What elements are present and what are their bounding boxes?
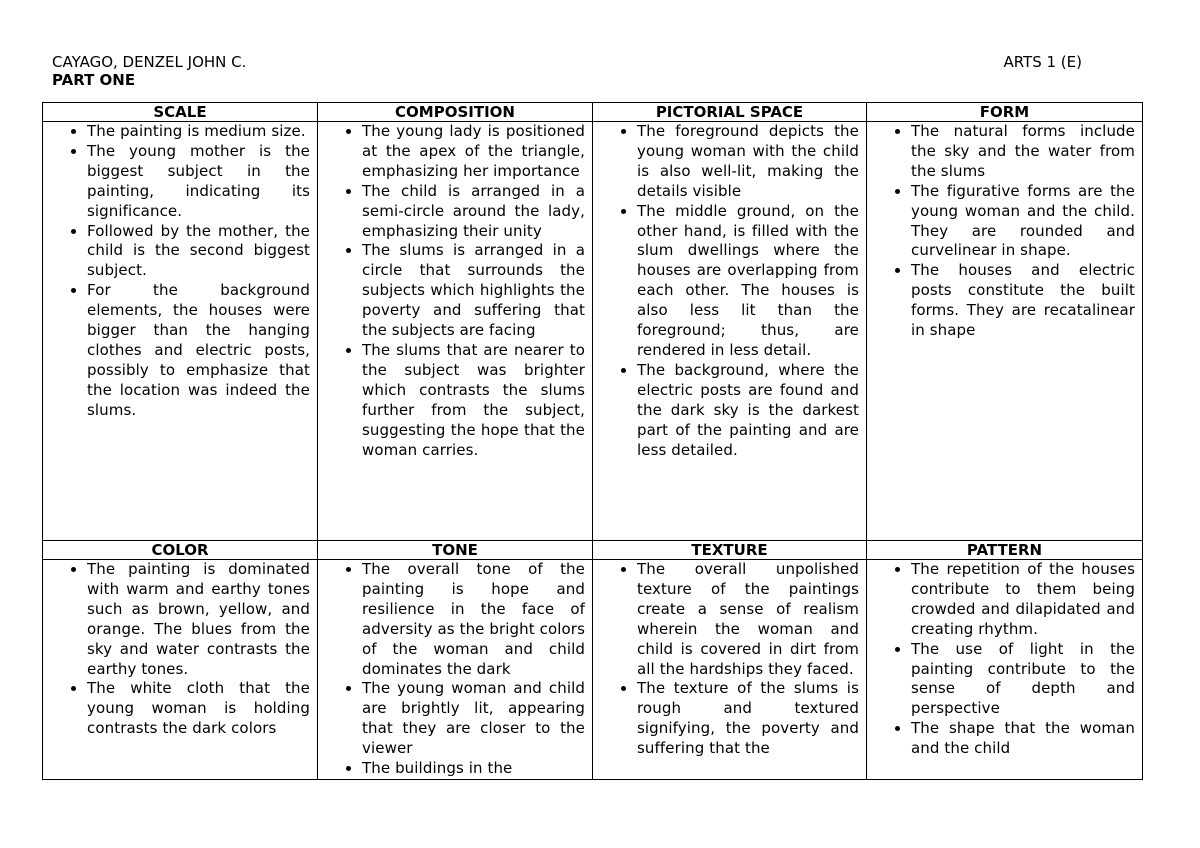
- list-item: • The overall tone of the painting is hope and resilience in the face of adversity as the bright colors of the woman and child dominates the dark: [362, 560, 585, 679]
- heading-pictorial-space: PICTORIAL SPACE: [593, 103, 867, 122]
- list-item: • The natural forms include the sky and the water from the slums: [911, 122, 1135, 182]
- list-item: • The use of light in the painting contribute to the sense of depth and perspective: [911, 640, 1135, 720]
- list-item: • The slums that are nearer to the subject was brighter which contrasts the slums further from the subject, suggesting the hope that the woman carries.: [362, 341, 585, 460]
- heading-row-1: [43, 103, 1143, 122]
- texture-points: [593, 560, 866, 759]
- heading-tone: TONE: [318, 541, 593, 560]
- heading-row-2: [43, 541, 1143, 560]
- list-item: • The painting is medium size.: [87, 122, 310, 142]
- list-item: • The shape that the woman and the child: [911, 719, 1135, 759]
- list-item: • The young woman and child are brightly lit, appearing that they are closer to the viewer: [362, 679, 585, 759]
- scale-points: [43, 122, 317, 421]
- cell-texture: [593, 560, 867, 780]
- pattern-points: [867, 560, 1142, 759]
- cell-pattern: [867, 560, 1143, 780]
- tone-points: [318, 560, 592, 779]
- cell-color: [43, 560, 318, 780]
- color-points: [43, 560, 317, 739]
- cell-scale: [43, 122, 318, 541]
- composition-points: [318, 122, 592, 460]
- content-row-1: [43, 122, 1143, 541]
- list-item: • The texture of the slums is rough and textured signifying, the poverty and suffering that the: [637, 679, 859, 759]
- heading-pattern: PATTERN: [867, 541, 1143, 560]
- list-item: • The repetition of the houses contribute to them being crowded and dilapidated and creating rhythm.: [911, 560, 1135, 640]
- list-item: • The buildings in the: [362, 759, 585, 779]
- list-item: • For the background elements, the houses were bigger than the hanging clothes and electric posts, possibly to emphasize that the location was indeed the slums.: [87, 281, 310, 420]
- list-item: • The overall unpolished texture of the paintings create a sense of realism wherein the woman and child is covered in dirt from all the hardships they faced.: [637, 560, 859, 679]
- list-item: • The young lady is positioned at the apex of the triangle, emphasizing her importance: [362, 122, 585, 182]
- heading-color: COLOR: [43, 541, 318, 560]
- course-code: ARTS 1 (E): [1003, 53, 1082, 71]
- heading-form: FORM: [867, 103, 1143, 122]
- content-row-2: [43, 560, 1143, 780]
- list-item: • The background, where the electric posts are found and the dark sky is the darkest part of the painting and are less detailed.: [637, 361, 859, 461]
- art-analysis-table: [42, 102, 1143, 780]
- list-item: • The child is arranged in a semi-circle around the lady, emphasizing their unity: [362, 182, 585, 242]
- cell-pictorial-space: [593, 122, 867, 541]
- list-item: • The foreground depicts the young woman with the child is also well-lit, making the details visible: [637, 122, 859, 202]
- list-item: • The white cloth that the young woman is holding contrasts the dark colors: [87, 679, 310, 739]
- cell-tone: [318, 560, 593, 780]
- list-item: • The middle ground, on the other hand, is filled with the slum dwellings where the houses are overlapping from each other. The houses is also less lit than the foreground; thus, are rendered in less detail.: [637, 202, 859, 361]
- heading-texture: TEXTURE: [593, 541, 867, 560]
- list-item: • Followed by the mother, the child is the second biggest subject.: [87, 222, 310, 282]
- form-points: [867, 122, 1142, 341]
- heading-composition: COMPOSITION: [318, 103, 593, 122]
- list-item: • The houses and electric posts constitute the built forms. They are recatalinear in shape: [911, 261, 1135, 341]
- pictorial-space-points: [593, 122, 866, 460]
- heading-scale: SCALE: [43, 103, 318, 122]
- part-title: PART ONE: [52, 71, 136, 89]
- list-item: • The painting is dominated with warm and earthy tones such as brown, yellow, and orange. The blues from the sky and water contrasts the earthy tones.: [87, 560, 310, 679]
- cell-form: [867, 122, 1143, 541]
- list-item: • The young mother is the biggest subject in the painting, indicating its significance.: [87, 142, 310, 222]
- student-name: CAYAGO, DENZEL JOHN C.: [52, 53, 247, 71]
- list-item: • The slums is arranged in a circle that surrounds the subjects which highlights the poverty and suffering that the subjects are facing: [362, 241, 585, 341]
- cell-composition: [318, 122, 593, 541]
- list-item: • The figurative forms are the young woman and the child. They are rounded and curvelinear in shape.: [911, 182, 1135, 262]
